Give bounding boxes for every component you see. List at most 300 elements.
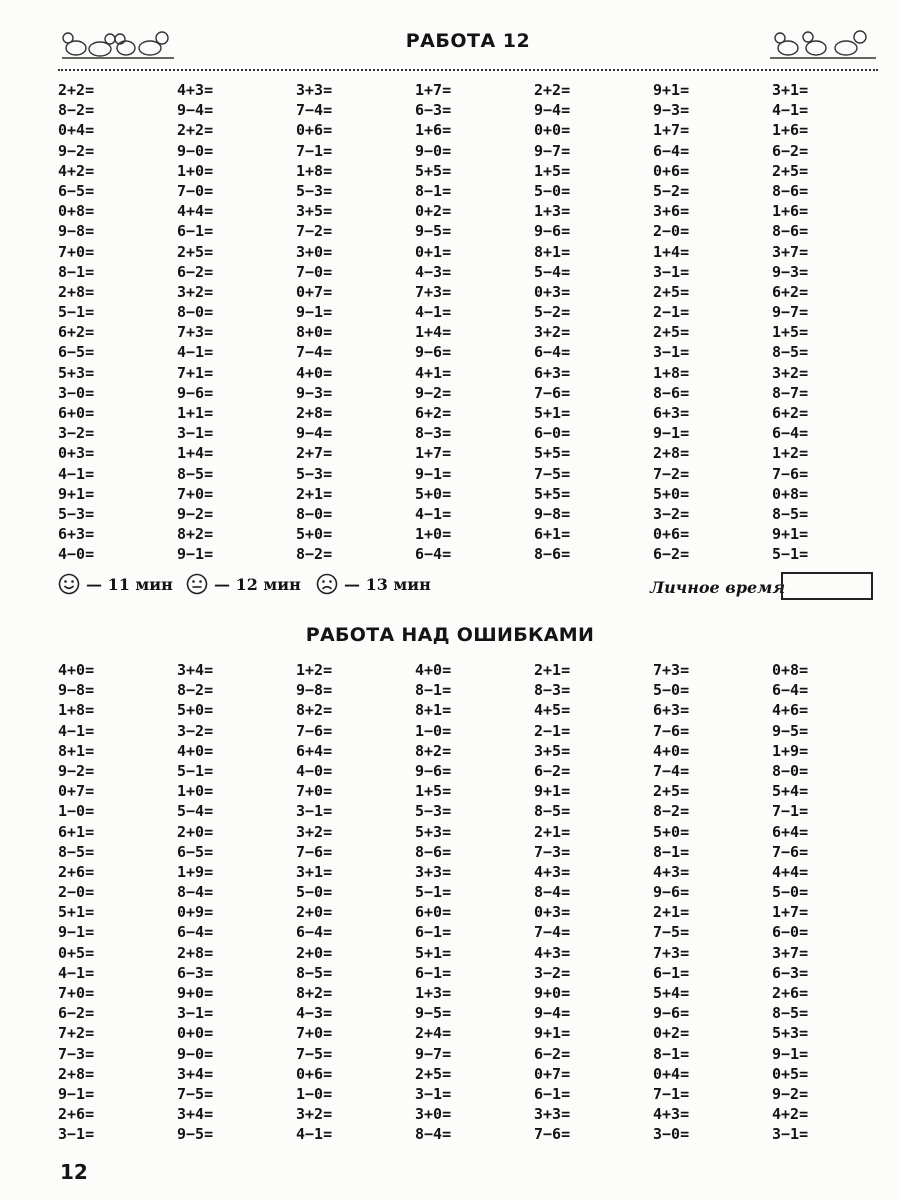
exercise-cell: 3+7=	[772, 242, 809, 261]
exercise-cell: 9−8=	[58, 681, 95, 700]
exercise-cell: 6−4=	[415, 545, 452, 564]
exercise-cell: 2+1=	[653, 903, 690, 922]
exercise-cell: 5−1=	[177, 761, 214, 780]
exercise-cell: 3+5=	[534, 741, 571, 760]
exercise-cell: 2−0=	[58, 883, 95, 902]
exercise-cell: 1+0=	[177, 782, 214, 801]
exercise-cell: 2+6=	[58, 1105, 95, 1124]
exercise-cell: 9−8=	[534, 504, 571, 523]
exercise-cell: 8−0=	[177, 303, 214, 322]
exercise-cell: 5−0=	[296, 883, 333, 902]
exercise-cell: 9−6=	[534, 222, 571, 241]
exercise-cell: 8−1=	[415, 681, 452, 700]
exercise-cell: 9−2=	[58, 761, 95, 780]
exercise-cell: 5−1=	[772, 545, 809, 564]
exercise-cell: 5+1=	[534, 404, 571, 422]
exercise-cell: 2+8=	[58, 1064, 95, 1083]
exercise-cell: 4−3=	[415, 262, 452, 281]
exercise-cell: 7−4=	[534, 923, 571, 942]
exercise-cell: 3+4=	[177, 1064, 214, 1083]
exercise-cell: 8−1=	[653, 1044, 690, 1063]
exercise-cell: 1+6=	[772, 121, 809, 140]
exercise-cell: 0+5=	[58, 943, 95, 962]
exercise-cell: 2+2=	[534, 81, 571, 99]
exercise-cell: 6+3=	[534, 363, 571, 382]
exercise-cell: 4+0=	[653, 741, 690, 760]
exercise-cell: 8−3=	[534, 681, 571, 700]
exercise-cell: 7−0=	[177, 181, 214, 200]
exercise-cell: 4+0=	[177, 741, 214, 760]
exercise-cell: 3+2=	[772, 363, 809, 382]
exercise-cell: 9−3=	[296, 383, 333, 402]
exercise-cell: 2+1=	[534, 661, 571, 679]
exercise-cell: 8+0=	[296, 323, 333, 342]
exercise-cell: 8+2=	[415, 741, 452, 760]
exercise-cell: 9−6=	[415, 761, 452, 780]
exercise-cell: 9−4=	[534, 1004, 571, 1023]
exercise-cell: 2+5=	[653, 282, 690, 301]
exercise-cell: 6−5=	[177, 842, 214, 861]
exercise-cell: 3+1=	[772, 81, 809, 99]
exercise-cell: 5+3=	[415, 822, 452, 841]
exercise-cell: 2+0=	[296, 903, 333, 922]
exercise-cell: 0+8=	[772, 661, 809, 679]
exercise-cell: 8−4=	[177, 883, 214, 902]
exercise-cell: 9−4=	[534, 101, 571, 120]
exercise-cell: 7−4=	[653, 761, 690, 780]
exercise-cell: 3+4=	[177, 1105, 214, 1124]
exercise-cell: 9−5=	[415, 1004, 452, 1023]
exercise-cell: 0+2=	[415, 202, 452, 221]
exercise-cell: 1+5=	[772, 323, 809, 342]
exercise-cell: 6+4=	[772, 822, 809, 841]
timing-happy	[58, 573, 173, 595]
exercise-cell: 1+4=	[415, 323, 452, 342]
exercise-cell: 5+4=	[772, 782, 809, 801]
exercise-cell: 3−1=	[177, 424, 214, 443]
exercise-cell: 2+6=	[58, 862, 95, 881]
exercise-cell: 0+3=	[534, 903, 571, 922]
exercise-cell: 1+7=	[415, 81, 452, 99]
exercise-cell: 6−1=	[534, 1084, 571, 1103]
exercise-cell: 1+4=	[653, 242, 690, 261]
exercise-cell: 4+0=	[415, 661, 452, 679]
exercise-cell: 2+5=	[653, 323, 690, 342]
exercise-cell: 9−5=	[772, 721, 809, 740]
exercise-cell: 4+0=	[296, 363, 333, 382]
exercise-cell: 8−6=	[772, 222, 809, 241]
timing-legend	[58, 568, 878, 606]
exercise-cell: 0+9=	[177, 903, 214, 922]
exercise-cell: 3+3=	[296, 81, 333, 99]
smiley-happy-icon	[58, 573, 80, 595]
exercise-cell: 6−2=	[177, 262, 214, 281]
exercise-cell: 0+6=	[653, 161, 690, 180]
exercise-cell: 9−1=	[58, 923, 95, 942]
exercise-cell: 7−3=	[534, 842, 571, 861]
exercise-cell: 9−6=	[653, 1004, 690, 1023]
exercise-cell: 7−6=	[772, 842, 809, 861]
exercise-cell: 5+5=	[534, 484, 571, 503]
exercise-cell: 5−4=	[534, 262, 571, 281]
exercise-cell: 4−1=	[415, 504, 452, 523]
exercise-cell: 8+2=	[296, 984, 333, 1002]
exercise-cell: 1+8=	[58, 701, 95, 720]
exercise-cell: 2+1=	[534, 822, 571, 841]
exercise-cell: 9−8=	[296, 681, 333, 700]
exercise-cell: 5−3=	[415, 802, 452, 821]
exercise-cell: 9+1=	[534, 1024, 571, 1043]
exercise-cell: 9−2=	[177, 504, 214, 523]
exercise-cell: 2−1=	[534, 721, 571, 740]
exercise-cell: 1−0=	[296, 1084, 333, 1103]
exercise-cell: 6−5=	[58, 181, 95, 200]
exercise-cell: 2+0=	[177, 822, 214, 841]
exercise-cell: 6−1=	[415, 923, 452, 942]
exercise-cell: 9−6=	[653, 883, 690, 902]
exercise-cell: 9−0=	[177, 1044, 214, 1063]
exercise-cell: 4+6=	[772, 701, 809, 720]
exercise-cell: 4+3=	[653, 862, 690, 881]
exercise-cell: 8−4=	[534, 883, 571, 902]
exercise-cell: 6−3=	[177, 963, 214, 982]
exercise-cell: 3−1=	[296, 802, 333, 821]
exercise-cell: 2+2=	[177, 121, 214, 140]
exercise-cell: 9−8=	[58, 222, 95, 241]
exercise-cell: 6−4=	[772, 681, 809, 700]
exercise-cell: 4+2=	[58, 161, 95, 180]
exercise-cell: 9−5=	[415, 222, 452, 241]
exercise-cell: 9−4=	[296, 424, 333, 443]
exercise-cell: 7+2=	[58, 1024, 95, 1043]
exercise-cell: 7+3=	[653, 661, 690, 679]
exercise-cell: 0+4=	[653, 1064, 690, 1083]
exercise-cell: 6−4=	[772, 424, 809, 443]
exercise-cell: 1+6=	[415, 121, 452, 140]
exercise-cell: 3+5=	[296, 202, 333, 221]
exercise-cell: 3−1=	[772, 1125, 809, 1144]
exercise-cell: 1−0=	[415, 721, 452, 740]
exercise-cell: 2+7=	[296, 444, 333, 463]
exercise-cell: 1+3=	[534, 202, 571, 221]
exercise-cell: 9−2=	[58, 141, 95, 160]
exercise-cell: 2+0=	[296, 943, 333, 962]
exercise-cell: 7−3=	[58, 1044, 95, 1063]
exercise-cell: 0+0=	[177, 1024, 214, 1043]
exercise-cell: 6+3=	[653, 701, 690, 720]
exercise-cell: 7−2=	[296, 222, 333, 241]
exercise-cell: 3−1=	[58, 1125, 95, 1144]
exercise-cell: 8−4=	[415, 1125, 452, 1144]
exercise-cell: 2+2=	[58, 81, 95, 99]
exercise-cell: 5−1=	[58, 303, 95, 322]
exercise-cell: 0+1=	[415, 242, 452, 261]
exercise-cell: 7−5=	[653, 923, 690, 942]
exercise-cell: 6−0=	[772, 923, 809, 942]
exercise-cell: 2+5=	[653, 782, 690, 801]
exercise-cell: 2−0=	[653, 222, 690, 241]
exercise-cell: 5+0=	[415, 484, 452, 503]
exercise-cell: 5+1=	[58, 903, 95, 922]
exercise-cell: 4+4=	[177, 202, 214, 221]
exercise-cell: 8−3=	[415, 424, 452, 443]
exercise-cell: 4+3=	[534, 862, 571, 881]
exercise-cell: 0+6=	[296, 1064, 333, 1083]
exercise-cell: 9−2=	[772, 1084, 809, 1103]
exercise-cell: 5+0=	[177, 701, 214, 720]
exercise-cell: 0+3=	[534, 282, 571, 301]
exercise-cell: 5+1=	[415, 943, 452, 962]
exercise-cell: 5+5=	[415, 161, 452, 180]
exercise-cell: 5−3=	[296, 464, 333, 483]
exercise-cell: 8+1=	[415, 701, 452, 720]
exercise-cell: 6−2=	[58, 1004, 95, 1023]
exercise-cell: 3−2=	[653, 504, 690, 523]
exercise-cell: 8−2=	[653, 802, 690, 821]
exercise-cell: 4−1=	[772, 101, 809, 120]
exercise-cell: 8−1=	[58, 262, 95, 281]
exercise-cell: 2+1=	[296, 484, 333, 503]
exercise-cell: 9−2=	[415, 383, 452, 402]
exercise-cell: 1+8=	[296, 161, 333, 180]
exercise-cell: 7−4=	[296, 343, 333, 362]
exercise-cell: 6+0=	[415, 903, 452, 922]
exercise-cell: 8−6=	[653, 383, 690, 402]
exercise-cell: 9−4=	[177, 101, 214, 120]
exercise-cell: 6−4=	[177, 923, 214, 942]
exercise-cell: 3+2=	[296, 1105, 333, 1124]
exercise-cell: 7−2=	[653, 464, 690, 483]
timing-sad	[316, 573, 431, 595]
exercise-cell: 7−6=	[772, 464, 809, 483]
smiley-sad-icon	[316, 573, 338, 595]
exercise-cell: 9−3=	[772, 262, 809, 281]
exercise-cell: 6+2=	[415, 404, 452, 422]
timing-neutral-label: — 12 мин	[214, 574, 301, 594]
exercise-cell: 6+3=	[653, 404, 690, 422]
exercise-cell: 1+8=	[653, 363, 690, 382]
exercise-cell: 9−7=	[534, 141, 571, 160]
exercise-cell: 5+3=	[772, 1024, 809, 1043]
exercise-cell: 3−2=	[177, 721, 214, 740]
exercise-cell: 8−7=	[772, 383, 809, 402]
exercise-cell: 4+3=	[534, 943, 571, 962]
exercise-cell: 7−6=	[534, 1125, 571, 1144]
exercise-cell: 6+3=	[58, 525, 95, 544]
exercise-cell: 0+7=	[534, 1064, 571, 1083]
exercise-cell: 6−2=	[534, 1044, 571, 1063]
personal-time-box[interactable]	[781, 572, 873, 600]
exercise-cell: 0+3=	[58, 444, 95, 463]
exercise-cell: 7+0=	[58, 242, 95, 261]
exercise-cell: 3+0=	[296, 242, 333, 261]
exercise-cell: 7+0=	[58, 984, 95, 1002]
exercise-cell: 1+0=	[415, 525, 452, 544]
exercise-cell: 4+3=	[653, 1105, 690, 1124]
exercise-cell: 0+6=	[653, 525, 690, 544]
exercise-cell: 8−1=	[653, 842, 690, 861]
exercise-cell: 2+8=	[296, 404, 333, 422]
exercise-cell: 9+0=	[534, 984, 571, 1002]
exercise-cell: 6−1=	[415, 963, 452, 982]
exercise-cell: 9−1=	[772, 1044, 809, 1063]
header-divider	[58, 69, 878, 71]
exercise-cell: 6−1=	[653, 963, 690, 982]
exercise-cell: 8+1=	[58, 741, 95, 760]
exercise-cell: 4−0=	[296, 761, 333, 780]
exercise-cell: 1+9=	[177, 862, 214, 881]
exercise-cell: 9−6=	[415, 343, 452, 362]
exercise-cell: 8−2=	[177, 681, 214, 700]
exercise-cell: 8−0=	[296, 504, 333, 523]
exercise-cell: 7−1=	[653, 1084, 690, 1103]
exercise-cell: 1−0=	[58, 802, 95, 821]
page-title: РАБОТА 12	[405, 30, 531, 52]
exercise-cell: 6−3=	[772, 963, 809, 982]
exercise-cell: 3+3=	[415, 862, 452, 881]
exercise-cell: 7+0=	[177, 484, 214, 503]
errors-exercise-grid	[58, 660, 858, 1145]
exercise-cell: 5−3=	[296, 181, 333, 200]
exercise-cell: 7−5=	[296, 1044, 333, 1063]
errors-section-title: РАБОТА НАД ОШИБКАМИ	[305, 624, 595, 646]
exercise-cell: 5−0=	[653, 681, 690, 700]
exercise-cell: 5−3=	[58, 504, 95, 523]
exercise-cell: 6−4=	[534, 343, 571, 362]
exercise-cell: 3+2=	[534, 323, 571, 342]
exercise-cell: 8−5=	[772, 343, 809, 362]
exercise-cell: 8−2=	[58, 101, 95, 120]
exercise-cell: 8−6=	[534, 545, 571, 564]
exercise-cell: 7−0=	[296, 262, 333, 281]
exercise-cell: 7+3=	[653, 943, 690, 962]
exercise-cell: 0+6=	[296, 121, 333, 140]
exercise-cell: 4+4=	[772, 862, 809, 881]
exercise-cell: 6−1=	[177, 222, 214, 241]
exercise-cell: 0+2=	[653, 1024, 690, 1043]
exercise-cell: 5+3=	[58, 363, 95, 382]
animals-decoration-right	[768, 22, 878, 62]
exercise-cell: 5−1=	[415, 883, 452, 902]
exercise-cell: 3+0=	[415, 1105, 452, 1124]
exercise-cell: 8−0=	[772, 761, 809, 780]
exercise-cell: 4−1=	[177, 343, 214, 362]
exercise-cell: 7+0=	[296, 782, 333, 801]
exercise-cell: 3−1=	[415, 1084, 452, 1103]
exercise-cell: 4+2=	[772, 1105, 809, 1124]
exercise-cell: 8−5=	[772, 504, 809, 523]
exercise-cell: 2+4=	[415, 1024, 452, 1043]
exercise-cell: 1+1=	[177, 404, 214, 422]
exercise-cell: 6+0=	[58, 404, 95, 422]
exercise-cell: 7−5=	[177, 1084, 214, 1103]
exercise-cell: 9−7=	[415, 1044, 452, 1063]
exercise-cell: 2+5=	[177, 242, 214, 261]
exercise-cell: 7−5=	[534, 464, 571, 483]
exercise-cell: 3−1=	[177, 1004, 214, 1023]
exercise-cell: 4+1=	[415, 363, 452, 382]
exercise-cell: 0+5=	[772, 1064, 809, 1083]
exercise-cell: 1+3=	[415, 984, 452, 1002]
exercise-cell: 2−1=	[653, 303, 690, 322]
exercise-cell: 4−1=	[415, 303, 452, 322]
exercise-cell: 8−5=	[177, 464, 214, 483]
exercise-cell: 6+2=	[772, 404, 809, 422]
exercise-cell: 7+1=	[177, 363, 214, 382]
exercise-cell: 6+2=	[58, 323, 95, 342]
exercise-cell: 8−5=	[772, 1004, 809, 1023]
exercise-cell: 5−2=	[534, 303, 571, 322]
exercise-cell: 1+5=	[415, 782, 452, 801]
exercise-cell: 6−2=	[534, 761, 571, 780]
exercise-cell: 9−1=	[653, 424, 690, 443]
timing-neutral	[186, 573, 301, 595]
exercise-cell: 5+0=	[653, 822, 690, 841]
exercise-cell: 0+7=	[58, 782, 95, 801]
exercise-cell: 7−6=	[296, 721, 333, 740]
exercise-cell: 9−5=	[177, 1125, 214, 1144]
exercise-cell: 1+5=	[534, 161, 571, 180]
exercise-cell: 9+0=	[177, 984, 214, 1002]
exercise-cell: 6−4=	[296, 923, 333, 942]
exercise-cell: 3−1=	[653, 262, 690, 281]
exercise-cell: 9−6=	[177, 383, 214, 402]
exercise-cell: 7+3=	[415, 282, 452, 301]
exercise-cell: 2+8=	[653, 444, 690, 463]
timing-sad-label: — 13 мин	[344, 574, 431, 594]
exercise-cell: 0+4=	[58, 121, 95, 140]
exercise-cell: 7−6=	[653, 721, 690, 740]
exercise-cell: 9−1=	[177, 545, 214, 564]
exercise-cell: 3+7=	[772, 943, 809, 962]
exercise-cell: 3−2=	[534, 963, 571, 982]
exercise-cell: 0+8=	[772, 484, 809, 503]
exercise-cell: 1+9=	[772, 741, 809, 760]
exercise-cell: 9−1=	[296, 303, 333, 322]
exercise-cell: 4−0=	[58, 545, 95, 564]
smiley-neutral-icon	[186, 573, 208, 595]
exercise-cell: 1+7=	[415, 444, 452, 463]
exercise-cell: 3−2=	[58, 424, 95, 443]
exercise-cell: 1+0=	[177, 161, 214, 180]
exercise-cell: 5−0=	[772, 883, 809, 902]
exercise-cell: 5−2=	[653, 181, 690, 200]
exercise-cell: 6−0=	[534, 424, 571, 443]
exercise-cell: 9+1=	[772, 525, 809, 544]
timing-happy-label: — 11 мин	[86, 574, 173, 594]
exercise-cell: 3+2=	[177, 282, 214, 301]
exercise-cell: 4−1=	[58, 464, 95, 483]
exercise-cell: 8+1=	[534, 242, 571, 261]
exercise-cell: 5−4=	[177, 802, 214, 821]
exercise-cell: 9−7=	[772, 303, 809, 322]
exercise-cell: 7−4=	[296, 101, 333, 120]
exercise-cell: 0+0=	[534, 121, 571, 140]
page-number: 12	[60, 1160, 88, 1184]
exercise-cell: 9+1=	[58, 484, 95, 503]
exercise-cell: 8−5=	[296, 963, 333, 982]
exercise-cell: 8−6=	[772, 181, 809, 200]
exercise-cell: 4−1=	[58, 963, 95, 982]
exercise-cell: 8−2=	[296, 545, 333, 564]
exercise-cell: 6−4=	[653, 141, 690, 160]
exercise-cell: 9+1=	[534, 782, 571, 801]
exercise-cell: 5+0=	[296, 525, 333, 544]
exercise-cell: 3+4=	[177, 661, 214, 679]
exercise-cell: 9+1=	[653, 81, 690, 99]
exercise-cell: 3−0=	[653, 1125, 690, 1144]
exercise-cell: 3+6=	[653, 202, 690, 221]
